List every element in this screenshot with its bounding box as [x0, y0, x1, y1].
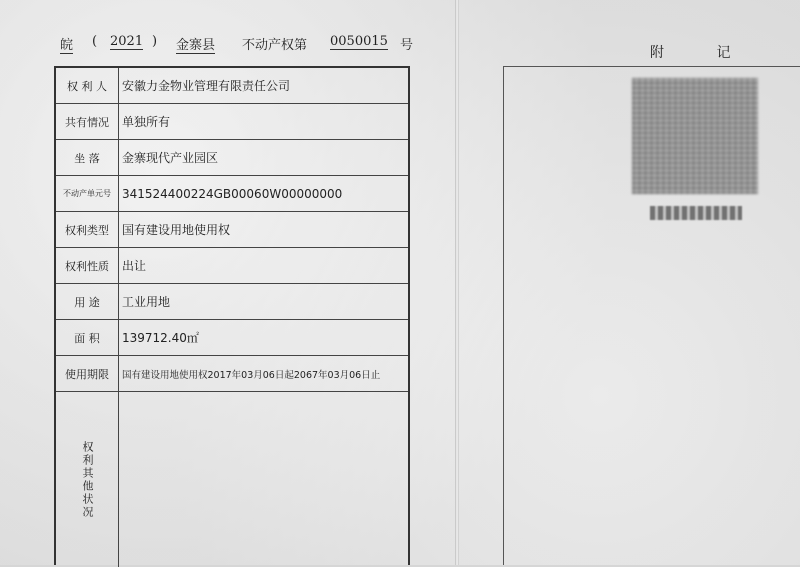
row-co-ownership [56, 104, 408, 140]
term-label: 使用期限 [56, 356, 119, 391]
annotation-title: 附 记 [650, 45, 755, 61]
co-ownership-value: 单独所有 [122, 115, 171, 129]
certificate-header [60, 34, 420, 58]
unit-number-label: 不动产单元号 [56, 176, 119, 211]
area-label: 面 积 [56, 320, 119, 355]
right-type-label: 权利类型 [56, 212, 119, 247]
cert-suffix: 号 [400, 38, 414, 53]
right-nature-value: 出让 [122, 259, 147, 273]
rights-table [54, 66, 410, 565]
usage-value: 工业用地 [122, 295, 171, 309]
area-value: 139712.40㎡ [122, 331, 199, 345]
page-fold [455, 0, 459, 565]
cert-number: 0050015 [330, 34, 388, 49]
row-term [56, 356, 408, 392]
cert-year: 2021 [110, 34, 144, 49]
owner-label: 权 利 人 [56, 68, 119, 103]
unit-number-value: 341524400224GB00060W00000000 [122, 186, 343, 201]
other-status-value [122, 392, 404, 567]
row-right-type [56, 212, 408, 248]
county-name: 金寨县 [176, 34, 215, 54]
term-value: 国有建设用地使用权2017年03月06日起2067年03月06日止 [122, 369, 381, 381]
province-abbrev: 皖 [60, 34, 73, 54]
close-paren: ) [152, 34, 158, 49]
usage-label: 用 途 [56, 284, 119, 319]
faded-stamp-caption [650, 206, 742, 220]
right-nature-label: 权利性质 [56, 248, 119, 283]
row-other-status [56, 392, 408, 567]
row-location [56, 140, 408, 176]
row-area [56, 320, 408, 356]
cert-word: 不动产权第 [242, 38, 308, 53]
other-status-label: 权利其他状况 [56, 392, 119, 567]
row-right-nature [56, 248, 408, 284]
co-ownership-label: 共有情况 [56, 104, 119, 139]
open-paren: ( [92, 34, 98, 49]
row-usage [56, 284, 408, 320]
right-type-value: 国有建设用地使用权 [122, 223, 231, 237]
faded-seal-stamp [632, 78, 758, 194]
location-label: 坐 落 [56, 140, 119, 175]
location-value: 金寨现代产业园区 [122, 151, 219, 165]
row-owner [56, 68, 408, 104]
owner-value: 安徽力金物业管理有限责任公司 [122, 79, 291, 93]
row-unit-number [56, 176, 408, 212]
